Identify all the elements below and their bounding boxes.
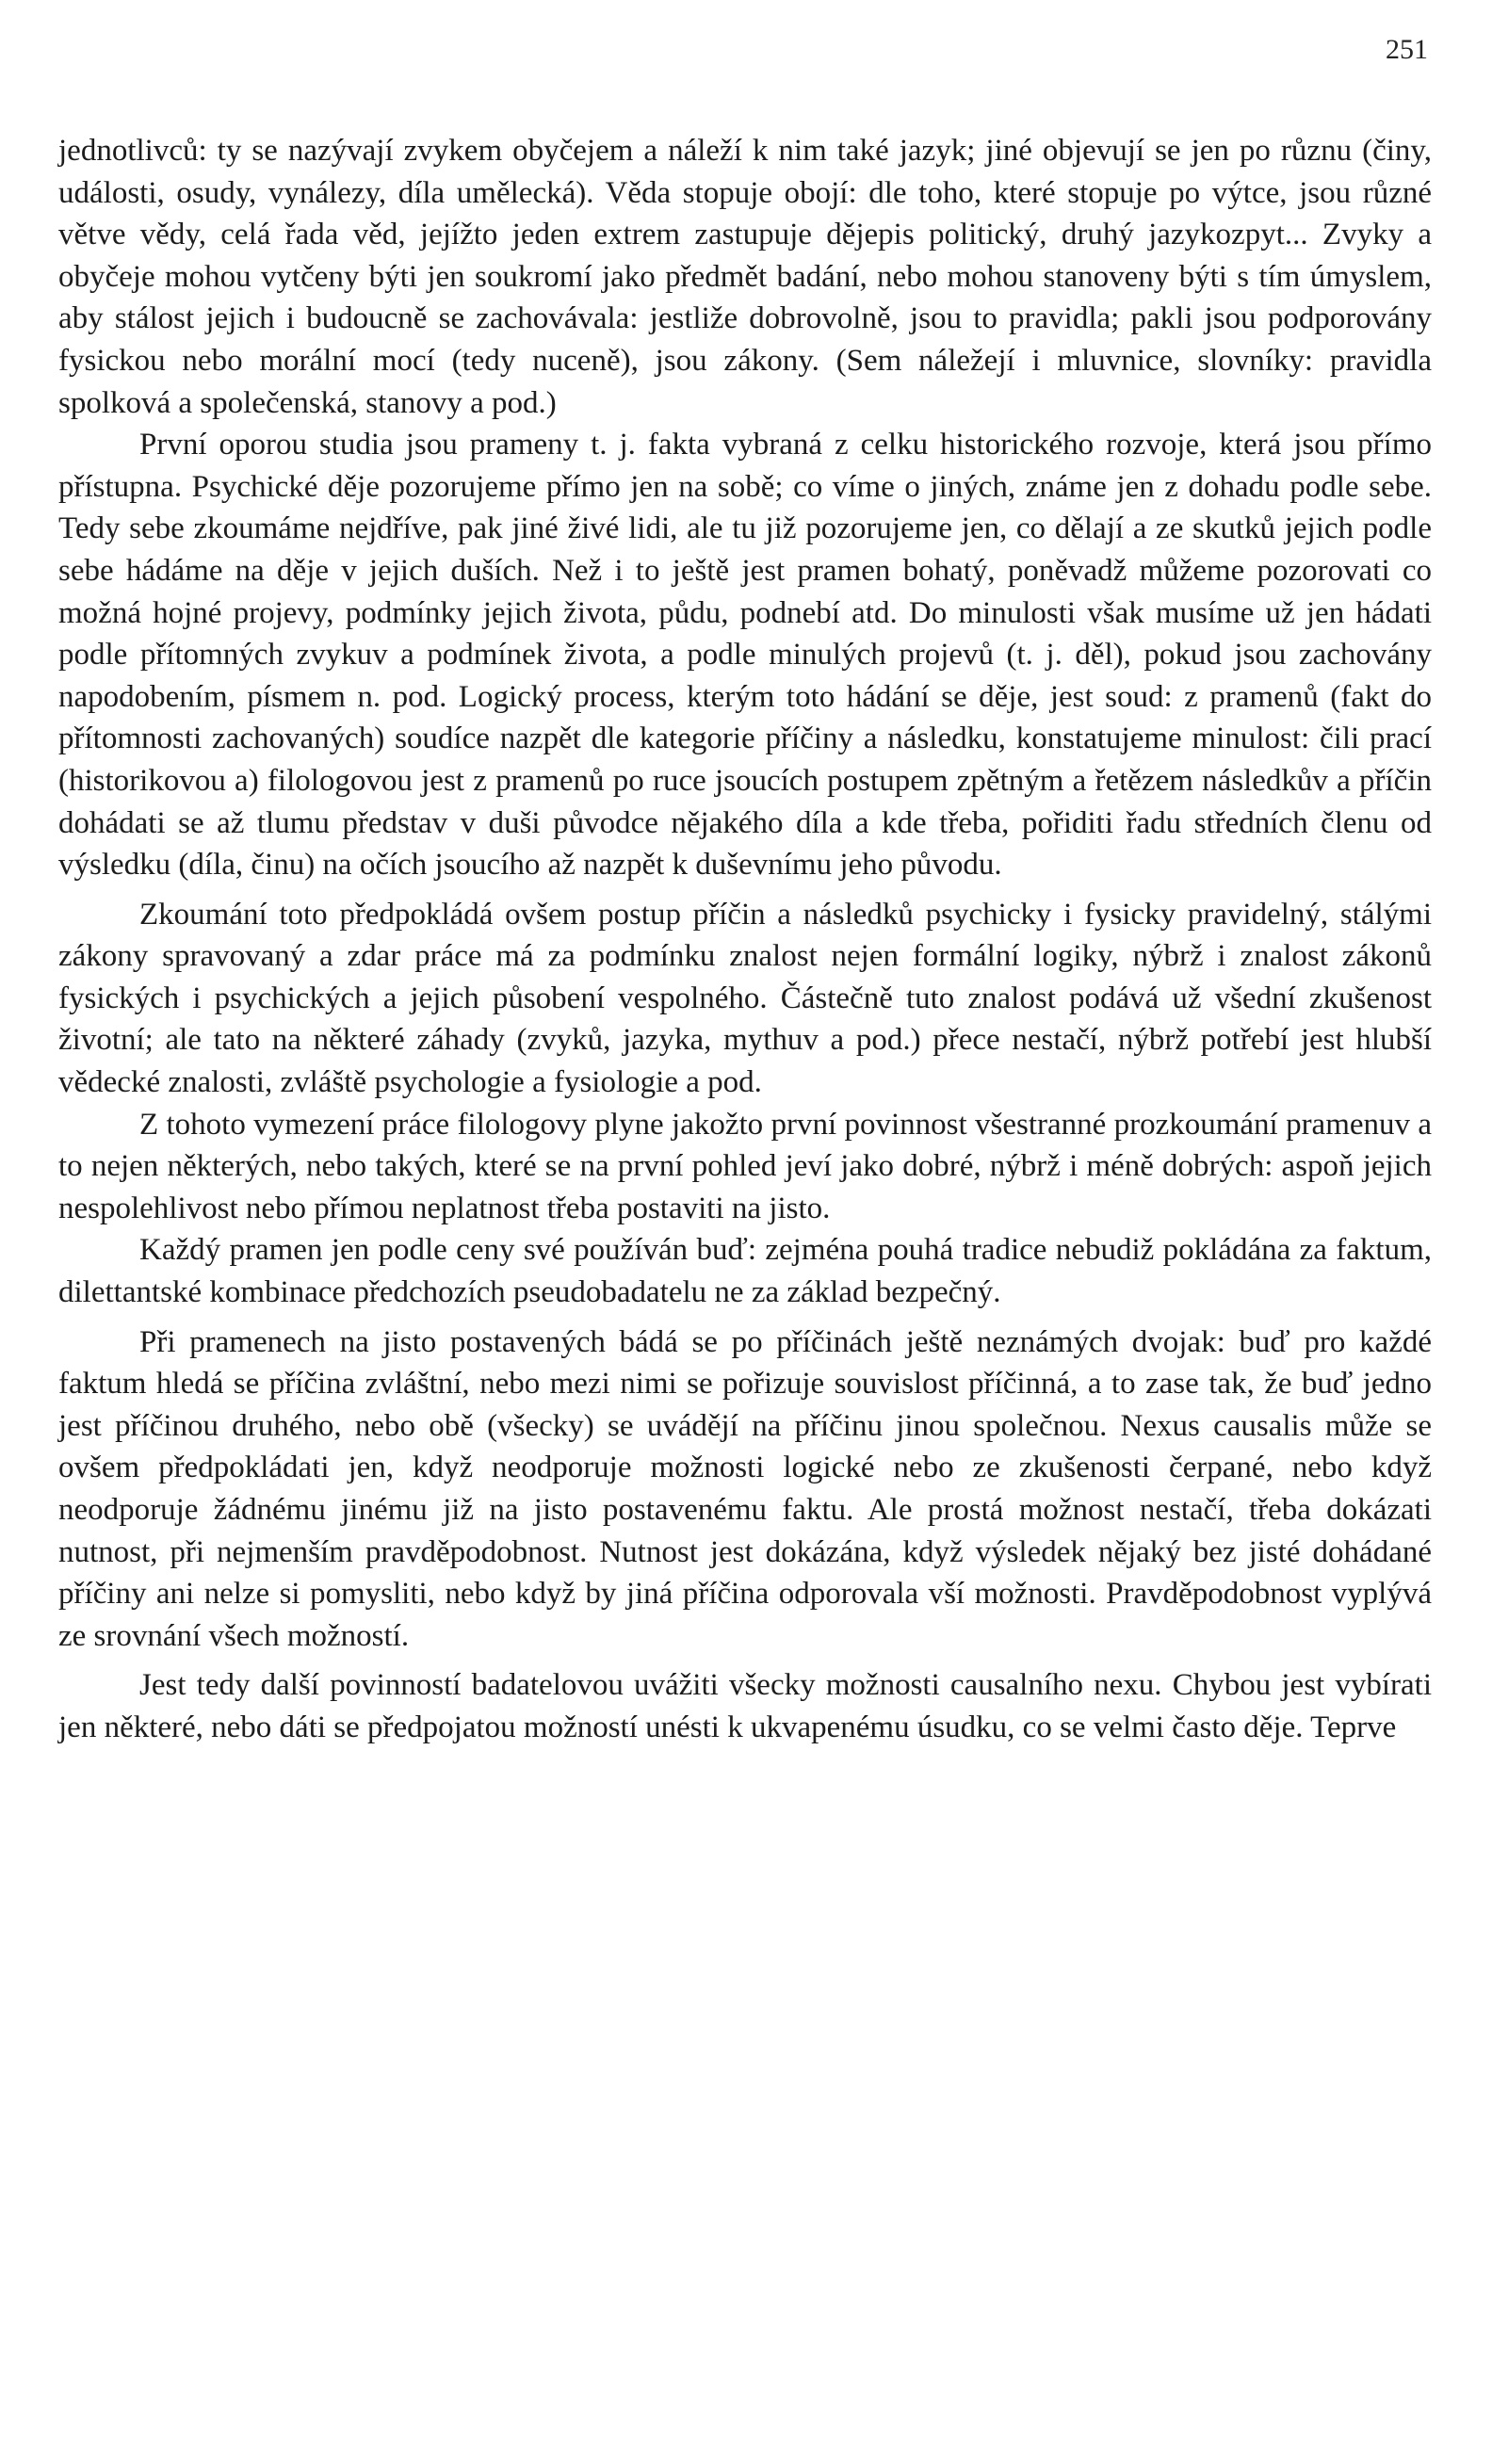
paragraph-5: Každý pramen jen podle ceny své používán buď: zejména pouhá tradice nebudiž pokládána za faktum, dilettantské kombinace předchozích pseudobadatelu ne za základ bezpečný.: [58, 1233, 1432, 1310]
paragraph-4: Z tohoto vymezení práce filologovy plyne jakožto první povinnost všestranné prozkoumání pramenuv a to nejen některých, nebo takých, které se na první pohled jeví jako dobré, nýbrž i méně dobrých: aspoň jejich nespolehlivost nebo přímou neplatnost třeba postaviti na jisto.: [58, 1107, 1432, 1225]
paragraph-6: Při pramenech na jisto postavených bádá se po příčinách ještě neznámých dvojak: buď pro každé faktum hledá se příčina zvláštní, nebo mezi nimi se pořizuje souvislost příčinná, a to zase tak, že buď jedno jest příčinou druhého, nebo obě (všecky) se uvádějí na příčinu jinou společnou. Nexus causalis může se ovšem předpokládati jen, když neodporuje možnosti logické nebo ze zkušenosti čerpané, nebo když neodporuje žádnému jinému již na jisto postavenému faktu. Ale prostá možnost nestačí, třeba dokázati nutnost, při nejmenším pravděpodobnost. Nutnost jest dokázána, když výsledek nějaký bez jisté dohádané příčiny ani nelze si pomysliti, nebo když by jiná příčina odporovala vší možnosti. Pravděpodobnost vyplývá ze srovnání všech možností.: [58, 1324, 1432, 1653]
paragraph-7: Jest tedy další povinností badatelovou uvážiti všecky možnosti causalního nexu. Chybou jest vybírati jen některé, nebo dáti se předpojatou možností unésti k ukvapenému úsudku, co se velmi často děje. Teprve: [58, 1668, 1432, 1744]
paragraph-3: Zkoumání toto předpokládá ovšem postup příčin a následků psychicky i fysicky pravidelný, stálými zákony spravovaný a zdar práce má za podmínku znalost nejen formální logiky, nýbrž i znalost zákonů fysických i psychických a jejich působení vespolného. Částečně tuto znalost podává už všední zkušenost životní; ale tato na některé záhady (zvyků, jazyka, mythuv a pod.) přece nestačí, nýbrž potřebí jest hlubší vědecké znalosti, zvláště psychologie a fysiologie a pod.: [58, 897, 1432, 1100]
page-number: 251: [1386, 34, 1428, 65]
body-text: [58, 130, 1432, 1749]
paragraph-1: jednotlivců: ty se nazývají zvykem obyčejem a náleží k nim také jazyk; jiné objevují se jen po různu (činy, události, osudy, vynálezy, díla umělecká). Věda stopuje obojí: dle toho, které stopuje po výtce, jsou různé větve vědy, celá řada věd, jejížto jeden extrem zastupuje dějepis politický, druhý jazykozpyt... Zvyky a obyčeje mohou vytčeny býti jen soukromí jako předmět badání, nebo mohou stanoveny býti s tím úmyslem, aby stálost jejich i budoucně se zachovávala: jestliže dobrovolně, jsou to pravidla; pakli jsou podporovány fysickou nebo morální mocí (tedy nuceně), jsou zákony. (Sem náležejí i mluvnice, slovníky: pravidla spolková a společenská, stanovy a pod.): [58, 134, 1432, 420]
paragraph-2: První oporou studia jsou prameny t. j. fakta vybraná z celku historického rozvoje, která jsou přímo přístupna. Psychické děje pozorujeme přímo jen na sobě; co víme o jiných, známe jen z dohadu podle sebe. Tedy sebe zkoumáme nejdříve, pak jiné živé lidi, ale tu již pozorujeme jen, co dělají a ze skutků jejich podle sebe hádáme na děje v jejich duších. Než i to ještě jest pramen bohatý, poněvadž můžeme pozorovati co možná hojné projevy, podmínky jejich života, půdu, podnebí atd. Do minulosti však musíme už jen hádati podle přítomných zvykuv a podmínek života, a podle minulých projevů (t. j. děl), pokud jsou zachovány napodobením, písmem n. pod. Logický process, kterým toto hádání se děje, jest soud: z pramenů (fakt do přítomnosti zachovaných) soudíce nazpět dle kategorie příčiny a následku, konstatujeme minulost: čili prací (historikovou a) filologovou jest z pramenů po ruce jsoucích postupem zpětným a řetězem následkův a příčin dohádati se až tlumu představ v duši původce nějakého díla a kde třeba, pořiditi řadu středních členu od výsledku (díla, činu) na očích jsoucího až nazpět k duševnímu jeho původu.: [58, 428, 1432, 883]
